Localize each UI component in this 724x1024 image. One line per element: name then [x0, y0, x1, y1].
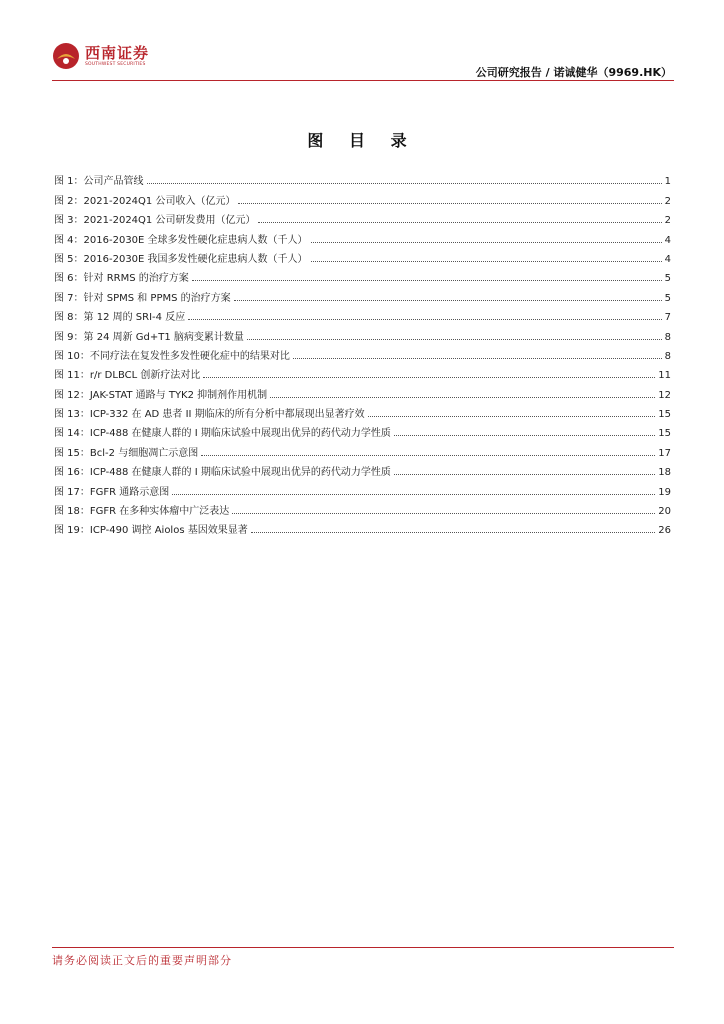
toc-entry[interactable]: [54, 420, 671, 439]
toc-entry-label: 图 7：针对 SPMS 和 PPMS 的治疗方案: [54, 292, 231, 304]
toc-entry-page: 20: [658, 506, 671, 518]
toc-leader-dots: [201, 454, 655, 456]
toc-entry-page: 1: [664, 176, 671, 188]
footer-notice: 请务必阅读正文后的重要声明部分: [52, 954, 232, 967]
toc-entry-label: 图 17：FGFR 通路示意图: [54, 486, 170, 498]
company-logo: [52, 42, 149, 70]
toc-entry-label: 图 4：2016-2030E 全球多发性硬化症患病人数（千人）: [54, 234, 308, 246]
toc-leader-dots: [147, 182, 662, 184]
toc-entry[interactable]: [54, 343, 671, 362]
toc-entry-page: 4: [664, 253, 671, 265]
toc-entry[interactable]: [54, 284, 671, 303]
logo-name-cn: 西南证券: [85, 43, 150, 62]
toc-entry-page: 12: [658, 389, 671, 401]
toc-entry[interactable]: [54, 304, 671, 323]
toc-entry-label: 图 11：r/r DLBCL 创新疗法对比: [54, 370, 201, 382]
toc-leader-dots: [293, 357, 662, 359]
toc-leader-dots: [234, 299, 662, 301]
toc-leader-dots: [311, 241, 662, 243]
footer-divider: [52, 947, 674, 948]
toc-entry[interactable]: [54, 362, 671, 381]
toc-entry-page: 4: [664, 234, 671, 246]
toc-entry[interactable]: [54, 323, 671, 342]
toc-entry[interactable]: [54, 459, 671, 478]
toc-leader-dots: [232, 512, 655, 514]
toc-leader-dots: [394, 473, 655, 475]
toc-entry-label: 图 16：ICP-488 在健康人群的 I 期临床试验中展现出优异的药代动力学性质: [54, 467, 391, 479]
toc-leader-dots: [270, 396, 655, 398]
toc-title: 图 目 录: [307, 131, 417, 150]
toc-entry[interactable]: [54, 168, 671, 187]
toc-entry[interactable]: [54, 498, 671, 517]
toc-leader-dots: [192, 279, 662, 281]
toc-entry-page: 5: [664, 273, 671, 285]
toc-entry-page: 2: [664, 215, 671, 227]
toc-entry-label: 图 3：2021-2024Q1 公司研发费用（亿元）: [54, 215, 256, 227]
toc-leader-dots: [368, 415, 656, 417]
toc-leader-dots: [203, 376, 655, 378]
toc-entry-page: 11: [658, 370, 671, 382]
toc-entry-label: 图 6：针对 RRMS 的治疗方案: [54, 273, 189, 285]
toc-leader-dots: [188, 318, 661, 320]
toc-entry-page: 15: [658, 409, 671, 421]
toc-entry-label: 图 8：第 12 周的 SRI-4 反应: [54, 312, 186, 324]
toc-entry[interactable]: [54, 478, 671, 497]
toc-entry[interactable]: [54, 401, 671, 420]
toc-entry-label: 图 15：Bcl-2 与细胞凋亡示意图: [54, 447, 199, 459]
toc-leader-dots: [238, 202, 661, 204]
toc-entry-page: 18: [658, 467, 671, 479]
toc-entry-page: 17: [658, 447, 671, 459]
toc-leader-dots: [258, 221, 661, 223]
toc-entry-label: 图 10：不同疗法在复发性多发性硬化症中的结果对比: [54, 350, 290, 362]
header-divider: [52, 80, 674, 81]
toc-entry[interactable]: [54, 517, 671, 536]
toc-leader-dots: [172, 493, 655, 495]
toc-entry[interactable]: [54, 246, 671, 265]
toc-leader-dots: [247, 338, 662, 340]
toc-entry-label: 图 13：ICP-332 在 AD 患者 II 期临床的所有分析中都展现出显著疗效: [54, 409, 365, 421]
toc-entry-label: 图 1：公司产品管线: [54, 176, 144, 188]
toc-entry-label: 图 9：第 24 周新 Gd+T1 脑病变累计数量: [54, 331, 244, 343]
toc-entry-page: 19: [658, 486, 671, 498]
toc-entry-label: 图 14：ICP-488 在健康人群的 I 期临床试验中展现出优异的药代动力学性质: [54, 428, 391, 440]
toc-entry[interactable]: [54, 187, 671, 206]
logo-name-en: SOUTHWEST SECURITIES: [85, 61, 146, 67]
toc-entry-label: 图 19：ICP-490 调控 Aiolos 基因效果显著: [54, 525, 248, 537]
toc-entry-label: 图 18：FGFR 在多种实体瘤中广泛表达: [54, 506, 230, 518]
toc-entry-page: 7: [664, 312, 671, 324]
company-logo-icon: [52, 42, 80, 70]
toc-entry[interactable]: [54, 439, 671, 458]
table-of-figures: [54, 168, 671, 536]
toc-leader-dots: [311, 260, 662, 262]
toc-entry-page: 2: [664, 195, 671, 207]
toc-entry[interactable]: [54, 381, 671, 400]
toc-entry-page: 15: [658, 428, 671, 440]
toc-leader-dots: [394, 434, 655, 436]
toc-entry-page: 5: [664, 292, 671, 304]
toc-entry-label: 图 2：2021-2024Q1 公司收入（亿元）: [54, 195, 236, 207]
report-header-title: 公司研究报告 / 诺诚健华（9969.HK）: [475, 66, 672, 79]
toc-entry-page: 8: [664, 331, 671, 343]
toc-entry[interactable]: [54, 207, 671, 226]
toc-leader-dots: [251, 531, 656, 533]
toc-entry-label: 图 12：JAK-STAT 通路与 TYK2 抑制剂作用机制: [54, 389, 268, 401]
toc-entry-label: 图 5：2016-2030E 我国多发性硬化症患病人数（千人）: [54, 253, 308, 265]
toc-entry[interactable]: [54, 226, 671, 245]
toc-entry[interactable]: [54, 265, 671, 284]
toc-entry-page: 26: [658, 525, 671, 537]
toc-entry-page: 8: [664, 350, 671, 362]
